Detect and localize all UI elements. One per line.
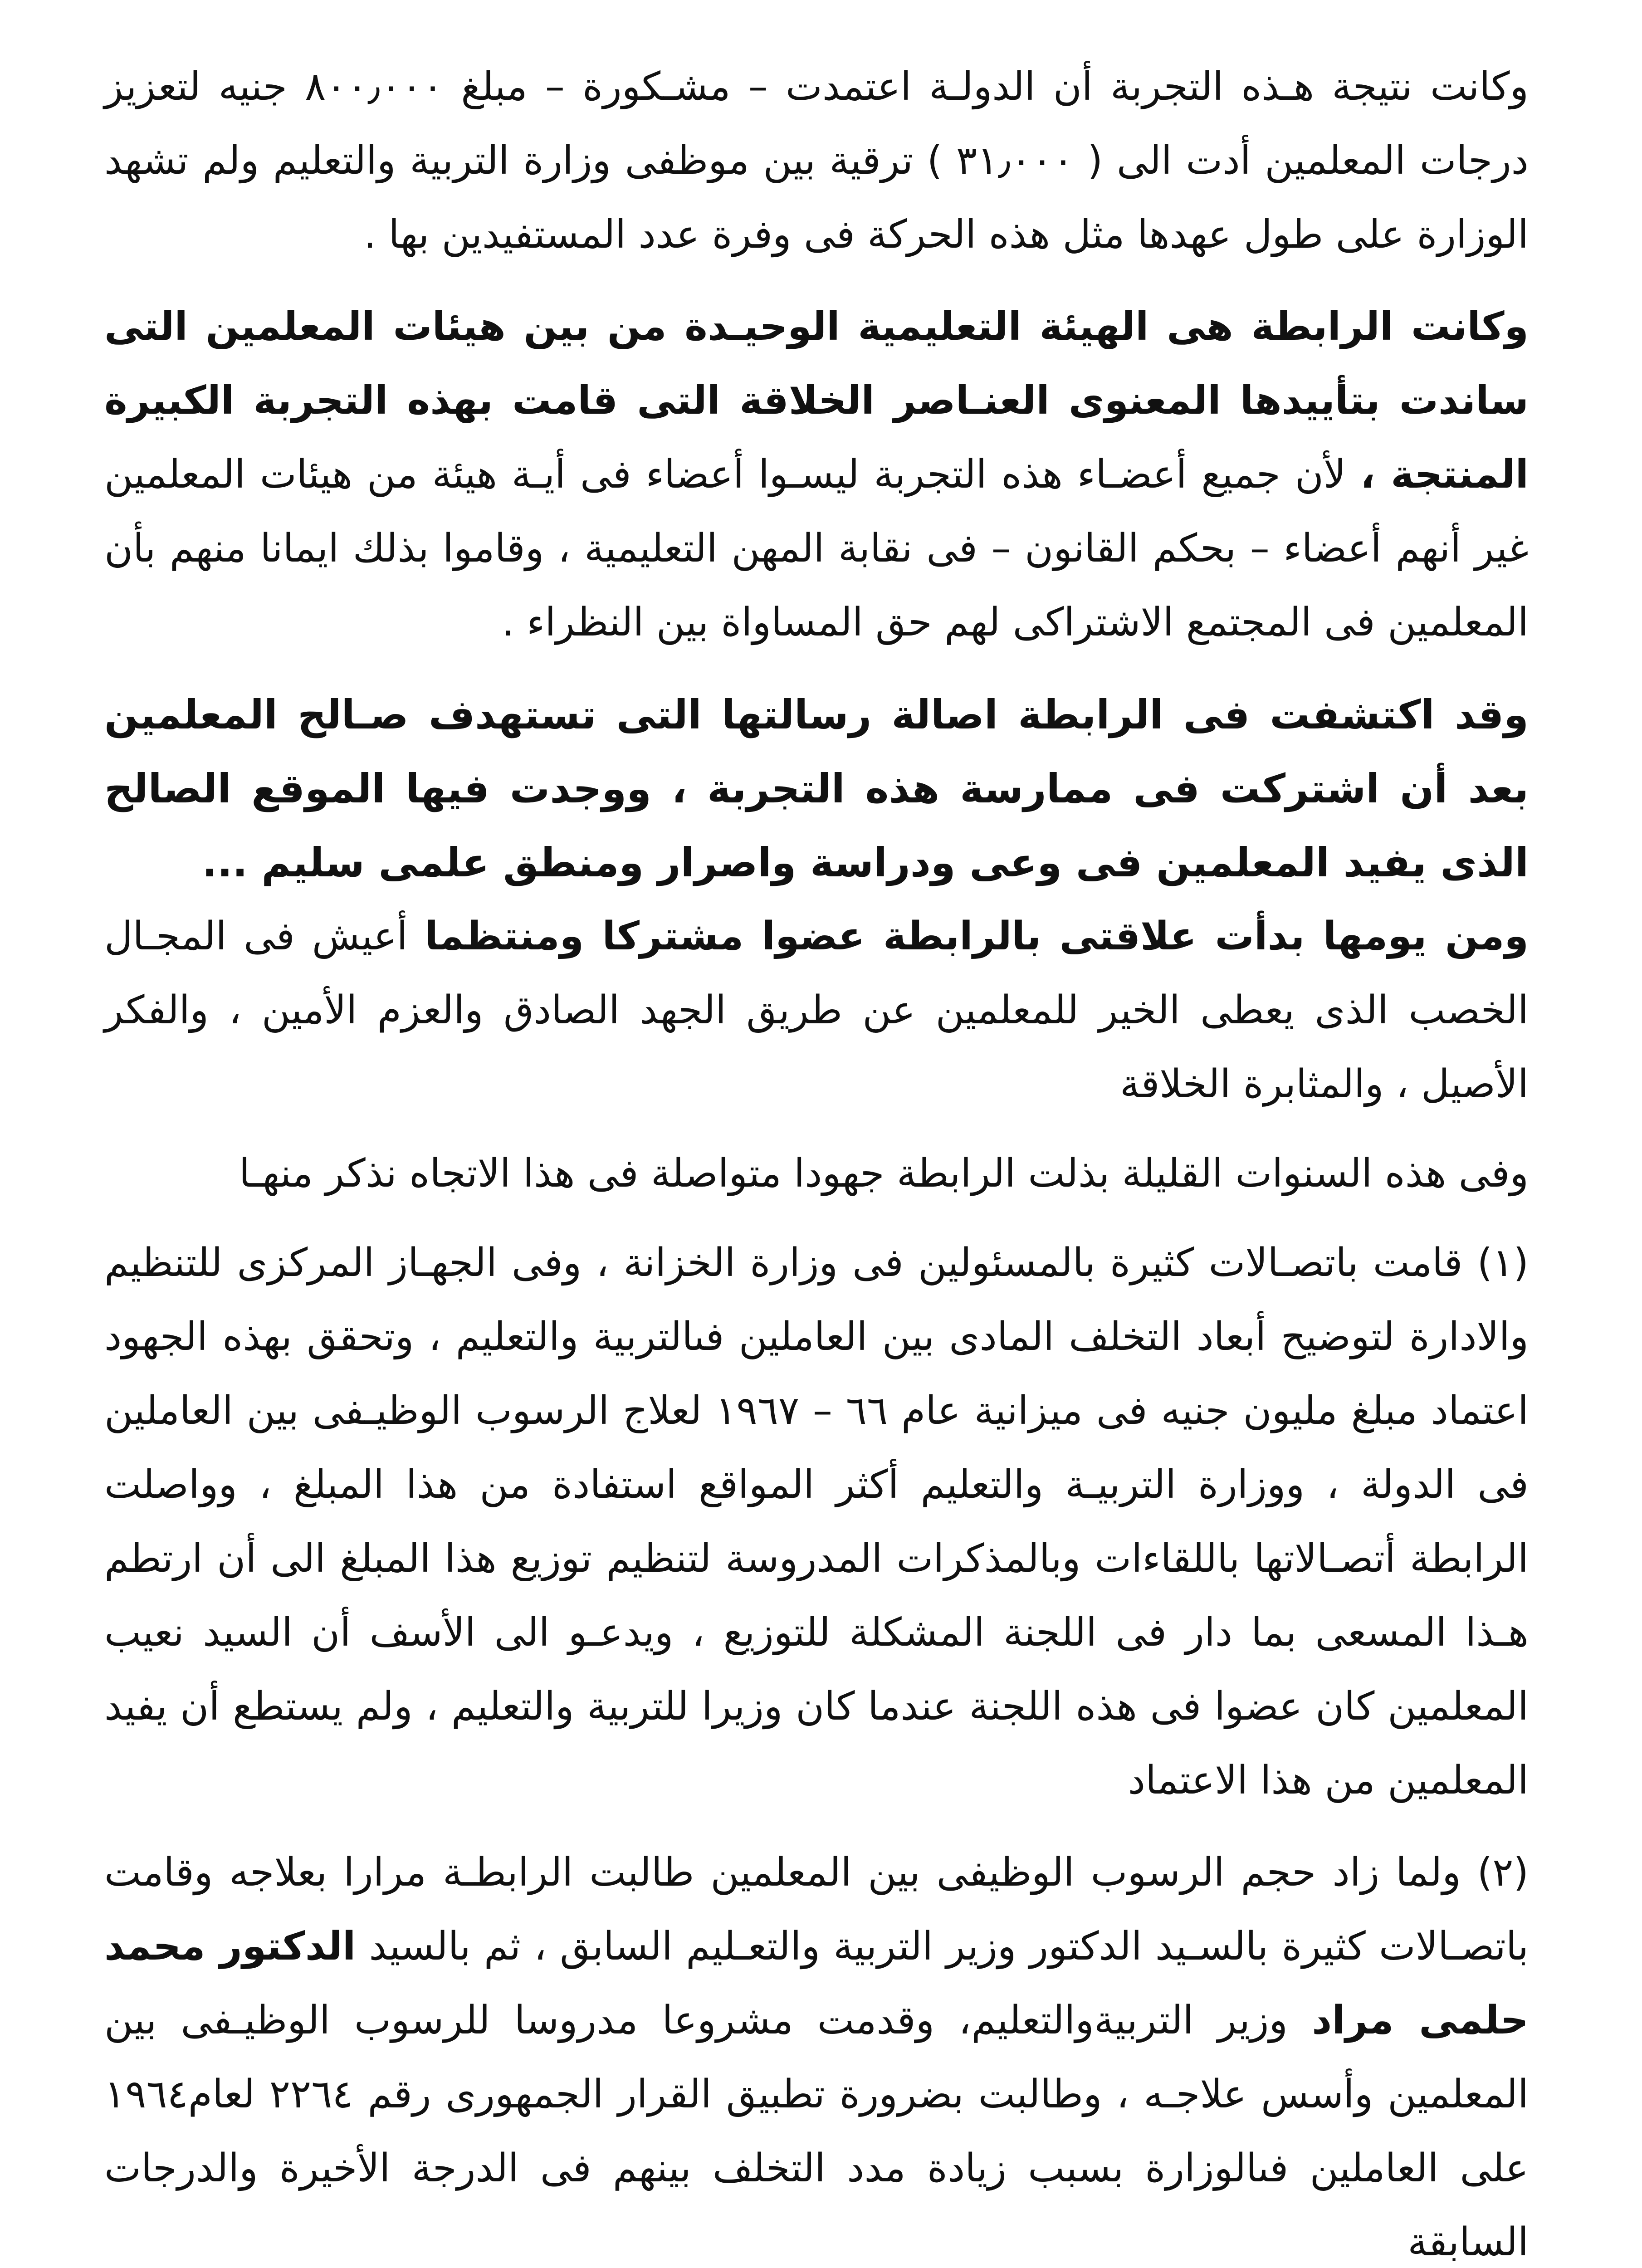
paragraph-membership bbox=[104, 899, 1529, 1121]
document-page bbox=[104, 50, 1529, 2268]
spacer bbox=[104, 1121, 1529, 1137]
body-text: (٢) ولما زاد حجم الرسوب الوظيفى بين المعلمين طالبت الرابطـة مرارا بعلاجه وقامت باتصـالات كثيرة بالسـيد الدكتور وزير التربية والتعـليم السابق ، ثم بالسيد bbox=[104, 1850, 1529, 1969]
paragraph-efforts-intro: وفى هذه السنوات القليلة بذلت الرابطة جهودا متواصلة فى هذا الاتجاه نذكر منهـا bbox=[239, 1151, 1529, 1196]
spacer bbox=[104, 1211, 1529, 1226]
body-text: لأن جميع أعضـاء هذه التجربة ليسـوا أعضاء فى أيـة هيئة من هيئات المعلمين غير أنهم أعضاء – بحكم القانون – فى نقابة المهن التعليمية ، وقاموا بذلك ايمانا منهم بأن المعلمين فى المجتمع الاشتراكى لهم حق المساواة بين النظراء . bbox=[104, 452, 1529, 645]
paragraph-association-support bbox=[104, 290, 1529, 660]
spacer bbox=[104, 660, 1529, 678]
body-text: أعيش فى المجـال الخصب الذى يعطى الخير للمعلمين عن طريق الجهد الصادق والعزم الأمين ، والفكر الأصيل ، والمثابرة الخلاقة bbox=[104, 914, 1529, 1107]
paragraph-item-1: (١) قامت باتصـالات كثيرة بالمسئولين فى وزارة الخزانة ، وفى الجهـاز المركزى للتنظيم والادارة لتوضيح أبعاد التخلف المادى بين العاملين فىالتربية والتعليم ، وتحقق بهذه الجهود اعتماد مبلغ مليون جنيه فى ميزانية عام ٦٦ – ١٩٦٧ لعلاج الرسوب الوظيـفى بين العاملين فى الدولة ، ووزارة التربيـة والتعليم أكثر المواقع استفادة من هذا المبلغ ، وواصلت الرابطة أتصـالاتها باللقاءات وبالمذكرات المدروسة لتنظيم توزيع هذا المبلغ الى أن ارتطم هـذا المسعى بما دار فى اللجنة المشكلة للتوزيع ، ويدعـو الى الأسف أن السيد نعيب المعلمين كان عضوا فى هذه اللجنة عندما كان وزيرا للتربية والتعليم ، ولم يستطع أن يفيد المعلمين من هذا الاعتماد bbox=[104, 1240, 1529, 1803]
spacer bbox=[104, 272, 1529, 290]
body-text: وزير التربيةوالتعليم، وقدمت مشروعا مدروسا للرسوب الوظيـفى بين المعلمين وأسس علاجـه ، وطالبت بضرورة تطبيق القرار الجمهورى رقم ٢٢٦٤ لعام١٩٦٤ على العاملين فىالوزارة بسبب زيادة مدد التخلف بينهم فى الدرجة الأخيرة والدرجات السابقة bbox=[104, 1998, 1529, 2265]
spacer bbox=[104, 1818, 1529, 1836]
paragraph-item-2 bbox=[104, 1836, 1529, 2268]
paragraph-budget-result: وكانت نتيجة هـذه التجربة أن الدولـة اعتمدت – مشـكورة – مبلغ ٨٠٠٫٠٠٠ جنيه لتعزيز درجات المعلمين أدت الى ( ٣١٫٠٠٠ ) ترقية بين موظفى وزارة التربية والتعليم ولم تشهد الوزارة على طول عهدها مثل هذه الحركة فى وفرة عدد المستفيدين بها . bbox=[104, 64, 1529, 257]
minister-name: الدكتور محمد حلمى مراد bbox=[104, 1924, 1529, 2043]
paragraph-association-mission: وقد اكتشفت فى الرابطة اصالة رسالتها التى تستهدف صـالح المعلمين بعد أن اشتركت فى ممارسة هذه التجربة ، ووجدت فيها الموقع الصالح الذى يفيد المعلمين فى وعى ودراسة واصرار ومنطق علمى سليم ... bbox=[104, 691, 1529, 886]
bold-lead-text: ومن يومها بدأت علاقتى بالرابطة عضوا مشتركا ومنتظما bbox=[425, 914, 1529, 959]
bold-lead-text: وكانت الرابطة هى الهيئة التعليمية الوحيـدة من بين هيئات المعلمين التى ساندت بتأييدها المعنوى العنـاصر الخلاقة التى قامت بهذه التجربة الكبيرة المنتجة ، bbox=[104, 304, 1529, 497]
